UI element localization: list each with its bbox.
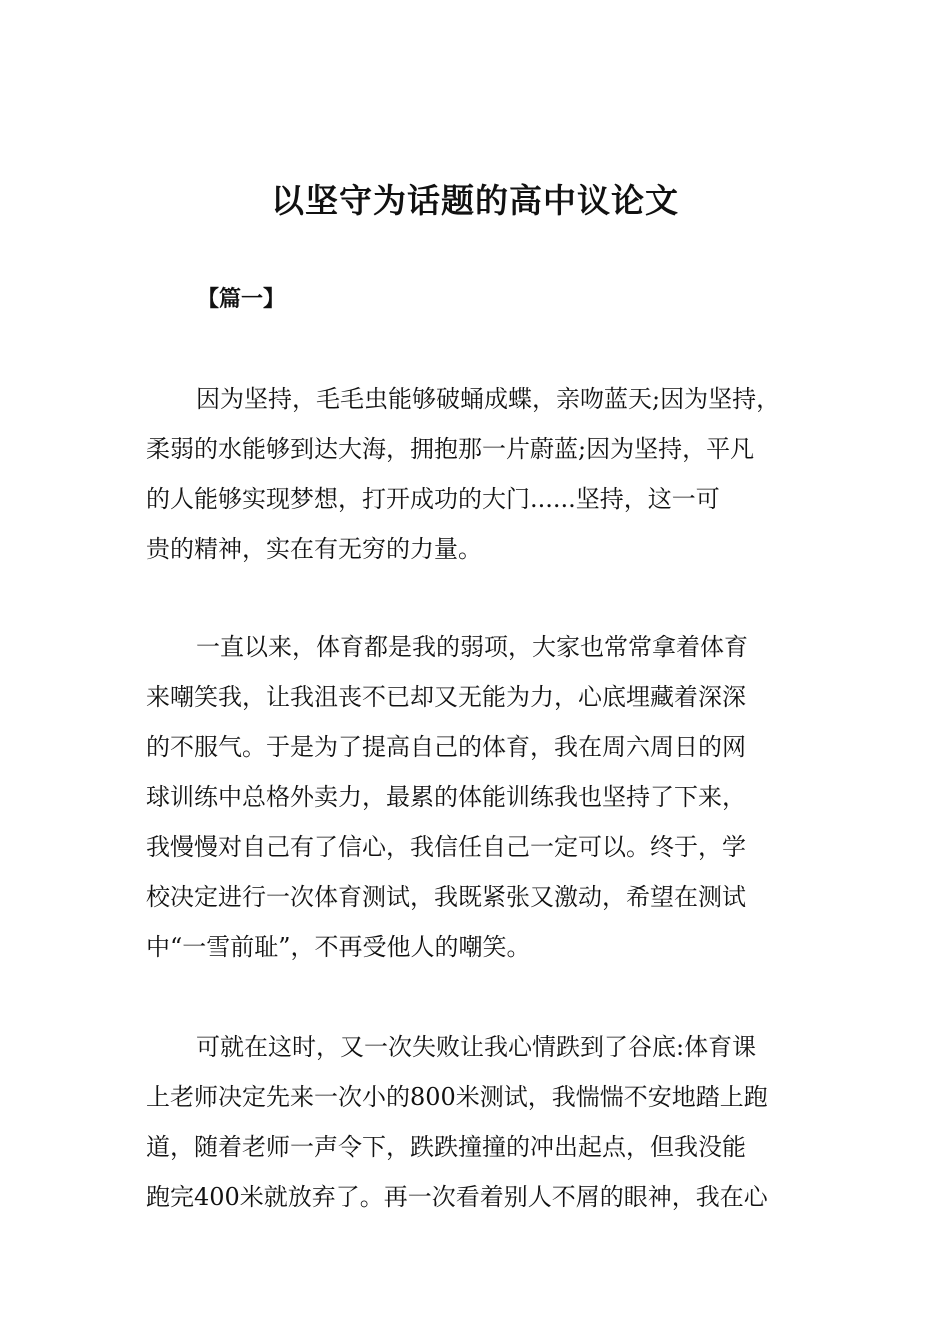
paragraph-line: 因为坚持，毛毛虫能够破蛹成蝶，亲吻蓝天;因为坚持， xyxy=(196,385,781,413)
document-title: 以坚守为话题的高中议论文 xyxy=(271,181,679,220)
paragraph-line: 上老师决定先来一次小的800米测试，我惴惴不安地踏上跑 xyxy=(146,1083,768,1111)
paragraph-line: 可就在这时，又一次失败让我心情跌到了谷底:体育课 xyxy=(196,1033,757,1061)
paragraph-line: 球训练中总格外卖力，最累的体能训练我也坚持了下来， xyxy=(146,783,746,811)
paragraph-3 xyxy=(146,1022,806,1222)
paragraph-2 xyxy=(146,622,806,972)
paragraph-line: 校决定进行一次体育测试，我既紧张又激动，希望在测试 xyxy=(146,883,746,911)
paragraph-line: 柔弱的水能够到达大海，拥抱那一片蔚蓝;因为坚持，平凡 xyxy=(146,435,755,463)
paragraph-line: 跑完400米就放弃了。再一次看着别人不屑的眼神，我在心 xyxy=(146,1183,768,1211)
paragraph-line: 的不服气。于是为了提高自己的体育，我在周六周日的网 xyxy=(146,733,746,761)
paragraph-line: 我慢慢对自己有了信心，我信任自己一定可以。终于，学 xyxy=(146,833,746,861)
paragraph-line: 贵的精神，实在有无穷的力量。 xyxy=(146,535,482,563)
paragraph-line: 一直以来，体育都是我的弱项，大家也常常拿着体育 xyxy=(196,633,748,661)
paragraph-line: 的人能够实现梦想，打开成功的大门......坚持，这一可 xyxy=(146,485,720,513)
section-label: 【篇一】 xyxy=(197,286,286,312)
paragraph-line: 中“一雪前耻”，不再受他人的嘲笑。 xyxy=(146,933,531,961)
paragraph-1 xyxy=(146,374,806,574)
paragraph-line: 道，随着老师一声令下，跌跌撞撞的冲出起点，但我没能 xyxy=(146,1133,746,1161)
paragraph-line: 来嘲笑我，让我沮丧不已却又无能为力，心底埋藏着深深 xyxy=(146,683,746,711)
